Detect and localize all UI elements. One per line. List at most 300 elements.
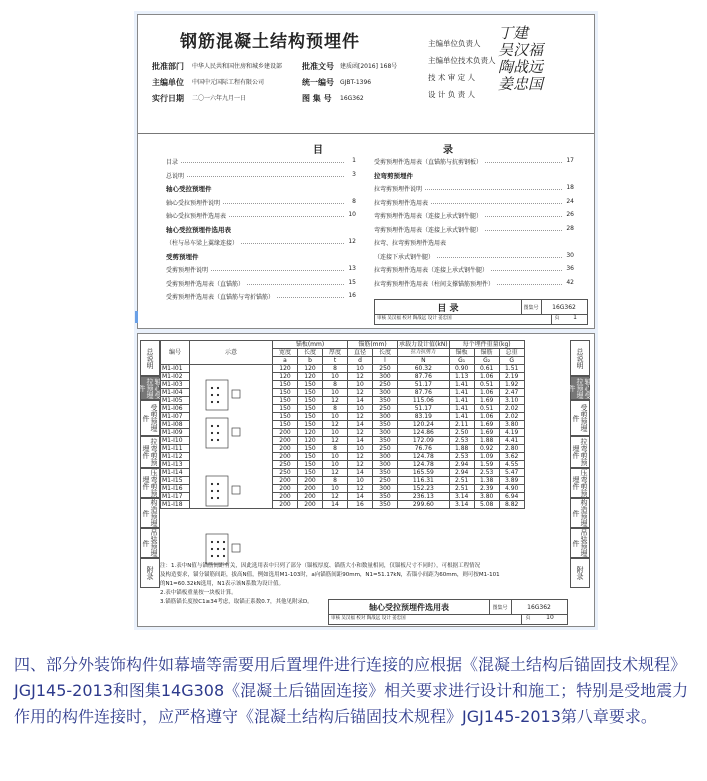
cell-value: 1.41 (449, 389, 474, 397)
footer-title: 目 录 (375, 300, 522, 315)
table-subheader: 总重 (499, 349, 524, 357)
cell-value: 1.69 (474, 397, 499, 405)
signatures (498, 25, 543, 93)
cell-value: 12 (348, 373, 373, 381)
toc-item-text: 受剪预埋件选用表（直锚筋与抗剪钢板） (374, 159, 483, 166)
cell-value: 120 (298, 365, 323, 373)
info-label: 主编单位 (152, 78, 184, 87)
cell-value: 200 (273, 453, 298, 461)
footer-atlas-label: 图集号 (521, 300, 542, 315)
cell-value: 14 (348, 437, 373, 445)
sheet-footer-atlas: 16G362 (511, 600, 567, 615)
cell-value: 200 (298, 493, 323, 501)
cell-value: 10 (323, 461, 348, 469)
cell-value: 14 (348, 397, 373, 405)
cell-value: 16 (348, 501, 373, 509)
note-line: 2.表中锚板重量按一块板计算。 (160, 590, 237, 596)
table-subheader: 长度 (373, 349, 398, 357)
cell-value: 12 (323, 421, 348, 429)
cell-value: 2.11 (449, 421, 474, 429)
cell-value: 124.86 (398, 429, 450, 437)
cell-code: M1-I11 (161, 445, 190, 453)
cell-value: 299.60 (398, 501, 450, 509)
cell-value: 6.94 (499, 493, 524, 501)
toc-page: 10 (348, 211, 356, 218)
table-symbol: b (298, 357, 323, 365)
cell-code: M1-I07 (161, 413, 190, 421)
cell-value: 12 (323, 469, 348, 477)
cell-value: 120 (298, 373, 323, 381)
side-tab: 总说明 (570, 340, 590, 376)
anchor-dot (211, 439, 213, 441)
cell-value: 165.59 (398, 469, 450, 477)
signature: 吴汉福 (498, 41, 544, 59)
cell-value: 4.19 (499, 429, 524, 437)
sheet-footer-page-label: 页 (521, 614, 534, 624)
note-line: 及构造要求，锚分锚筋间距，拔高N值，例如选用M1-103时，a向锚筋间距90mm，N1=51.17kN，若锚小间距为60mm，则可按M1-101 (160, 572, 500, 578)
footer-page: 1 (573, 314, 577, 321)
toc-item (374, 198, 574, 212)
role-label: 设 计 负 责 人 (428, 90, 476, 99)
col-code: 编号 (161, 341, 190, 365)
toc-right (374, 157, 574, 292)
cell-value: 120 (298, 429, 323, 437)
toc-item-text: 轴心受拉预埋件选用表 (166, 225, 231, 234)
anchor-dot (211, 483, 213, 485)
info-value: 中华人民共和国住房和城乡建设部 (192, 63, 283, 70)
toc-page: 17 (566, 157, 574, 164)
left-tabs (138, 340, 162, 588)
anchor-dot (217, 439, 219, 441)
cell-value: 1.41 (449, 397, 474, 405)
cell-value: 12 (323, 493, 348, 501)
cover-footer (374, 299, 588, 325)
sheet-footer-page: 10 (546, 614, 554, 621)
anchor-dot (217, 432, 219, 434)
cell-value: 51.17 (398, 405, 450, 413)
cell-value: 150 (298, 461, 323, 469)
cell-value: 10 (323, 453, 348, 461)
toc-item-text: 拉弯剪预埋件选用表（柱间支撑锚筋预埋件） (374, 280, 495, 288)
anchor-dot (211, 497, 213, 499)
cell-value: 120.24 (398, 421, 450, 429)
cell-value: 12 (348, 485, 373, 493)
cell-value: 3.14 (449, 493, 474, 501)
cell-code: M1-I18 (161, 501, 190, 509)
cell-value: 1.59 (474, 461, 499, 469)
table-symbol: G₁ (449, 357, 474, 365)
cell-value: 116.31 (398, 477, 450, 485)
anchor-dot (217, 497, 219, 499)
cell-value: 1.88 (474, 437, 499, 445)
cell-value: 14 (348, 421, 373, 429)
cell-code: M1-I06 (161, 405, 190, 413)
anchor-dot (211, 555, 213, 557)
toc-page: 12 (348, 238, 356, 245)
cell-value: 1.88 (449, 445, 474, 453)
info-rows (152, 59, 397, 107)
cell-code: M1-I08 (161, 421, 190, 429)
toc-item (166, 171, 356, 185)
cell-value: 14 (348, 469, 373, 477)
info-row (152, 59, 397, 75)
note-line: 注：1.表中N值与锚筋间距有关，因此选用表中只列了部分（锚板厚度、锚筋大小和数量相同，仅锚板尺寸不同时），可根据工程情况 (160, 563, 481, 569)
side-tab: 受剪预埋件 (140, 400, 160, 436)
footer-atlas: 16G362 (541, 300, 587, 315)
anchor-dot (217, 425, 219, 427)
toc-item-text: 受剪预埋件选用表（直锚筋） (166, 280, 245, 288)
side-tab: 附录 (140, 558, 160, 588)
toc-page: 26 (566, 211, 574, 218)
col-anchor: 锚筋(mm) (348, 341, 398, 349)
anchor-dot (217, 541, 219, 543)
toc-item (166, 184, 356, 198)
plate-outline (232, 486, 240, 494)
cell-value: 150 (298, 397, 323, 405)
cell-value: 1.69 (474, 429, 499, 437)
cell-value: 1.06 (474, 373, 499, 381)
cell-value: 8 (323, 381, 348, 389)
toc-page: 3 (352, 170, 356, 178)
cell-value: 14 (348, 493, 373, 501)
toc-item (166, 252, 356, 266)
cell-value: 12 (323, 397, 348, 405)
info-label-2: 批准文号 (302, 62, 334, 71)
signature: 陶战远 (498, 58, 544, 76)
anchor-dot (211, 490, 213, 492)
info-value-2: GJBT-1396 (340, 79, 372, 86)
toc-page: 1 (352, 157, 356, 164)
cell-value: 250 (373, 405, 398, 413)
cell-value: 1.38 (474, 477, 499, 485)
plate-outline (232, 390, 240, 398)
cell-code: M1-I05 (161, 397, 190, 405)
cell-code: M1-I03 (161, 381, 190, 389)
side-tab: 压弯剪预埋件 (572, 469, 588, 497)
side-tab: 轴心受拉预埋件 (138, 377, 162, 399)
cell-value: 250 (373, 477, 398, 485)
cell-code: M1-I04 (161, 389, 190, 397)
toc-item (166, 211, 356, 225)
spec-sheet-page (137, 333, 595, 627)
toc-page: 13 (348, 265, 356, 272)
cell-value: 1.92 (499, 381, 524, 389)
toc-item (166, 198, 356, 212)
anchor-dot (217, 387, 219, 389)
cell-value: 8 (323, 477, 348, 485)
cell-value: 250 (373, 381, 398, 389)
anchor-dot (217, 490, 219, 492)
table-subheader: 厚度 (323, 349, 348, 357)
cell-code: M1-I13 (161, 461, 190, 469)
toc-item (374, 211, 574, 225)
cell-value: 2.02 (499, 413, 524, 421)
cell-value: 12 (348, 453, 373, 461)
cell-value: 1.41 (449, 381, 474, 389)
cell-value: 124.78 (398, 453, 450, 461)
toc-item (374, 238, 574, 252)
cell-value: 1.13 (449, 373, 474, 381)
cell-value: 60.32 (398, 365, 450, 373)
cell-value: 200 (298, 477, 323, 485)
cell-value: 300 (373, 453, 398, 461)
toc-item (166, 225, 356, 239)
toc-item-text: 弯剪预埋件选用表（连接上承式钢牛腿） (374, 226, 483, 234)
side-tab: 构造预埋件 (142, 499, 158, 527)
anchor-dot (211, 401, 213, 403)
cell-value: 120 (273, 373, 298, 381)
cell-value: 12 (348, 413, 373, 421)
roles (428, 35, 496, 103)
cell-value: 83.19 (398, 413, 450, 421)
table-subheader: 拉力抗剪力 (398, 349, 450, 357)
table-symbol: l (373, 357, 398, 365)
cell-value: 8 (323, 405, 348, 413)
toc-page: 42 (566, 278, 574, 286)
cell-code: M1-I12 (161, 453, 190, 461)
signature: 姜忠国 (498, 75, 544, 93)
cell-value: 150 (298, 421, 323, 429)
cell-value: 152.23 (398, 485, 450, 493)
sheet-footer-title: 轴心受拉预埋件选用表 (329, 600, 490, 615)
toc-item (374, 252, 574, 266)
anchor-dot (223, 548, 225, 550)
toc-item (374, 279, 574, 293)
body-paragraph: 四、部分外装饰构件如幕墙等需要用后置埋件进行连接的应根据《混凝土结构后锚固技术规程》JGJ145-2013和图集14G308《混凝土后锚固连接》相关要求进行设计和施工；特别是受地震力作用的构件连接时，应严格遵守《混凝土结构后锚固技术规程》JGJ145-2013第八章要求。 (14, 655, 689, 726)
cell-value: 1.41 (449, 413, 474, 421)
cell-value: 10 (348, 477, 373, 485)
toc-page: 16 (348, 292, 356, 299)
table-subheader: 宽度 (273, 349, 298, 357)
cell-value: 172.09 (398, 437, 450, 445)
toc-item-text: 拉弯剪预埋件说明 (374, 186, 423, 193)
cell-value: 2.50 (449, 429, 474, 437)
anchor-dot (223, 541, 225, 543)
side-tab: 压弯剪预埋件 (142, 469, 158, 497)
divider (138, 133, 594, 134)
cell-value: 10 (323, 413, 348, 421)
cell-value: 150 (273, 421, 298, 429)
cell-value: 5.08 (474, 501, 499, 509)
cell-value: 150 (298, 381, 323, 389)
anchor-dot (217, 548, 219, 550)
toc-item (374, 265, 574, 279)
cell-value: 3.14 (449, 501, 474, 509)
cover-page (137, 14, 595, 329)
cell-value: 236.13 (398, 493, 450, 501)
anchor-dot (217, 483, 219, 485)
cell-code: M1-I09 (161, 429, 190, 437)
toc-item-text: 轴心受拉预埋件说明 (166, 199, 221, 207)
cell-value: 120 (298, 437, 323, 445)
cell-value: 150 (273, 405, 298, 413)
side-tab: 拉弯剪预埋件 (142, 438, 158, 466)
info-value: 二〇一六年九月一日 (192, 95, 247, 102)
info-label-2: 统一编号 (302, 78, 334, 87)
cell-value: 3.62 (499, 453, 524, 461)
side-tab: 拉弯剪预埋件 (572, 438, 588, 466)
cell-value: 14 (323, 501, 348, 509)
table-subheader: 锚筋 (474, 349, 499, 357)
cell-value: 150 (298, 405, 323, 413)
toc-page: 8 (352, 197, 356, 205)
cell-value: 150 (298, 413, 323, 421)
right-tabs (568, 340, 592, 588)
role-label: 主编单位技术负责人 (428, 56, 496, 65)
footer-page-label: 页 (551, 314, 562, 324)
cell-value: 0.61 (474, 365, 499, 373)
cell-value: 150 (273, 413, 298, 421)
cell-value: 2.53 (474, 469, 499, 477)
cell-value: 200 (273, 445, 298, 453)
anchor-dot (211, 548, 213, 550)
cell-value: 2.80 (499, 445, 524, 453)
toc-item (374, 184, 574, 198)
info-value-2: 建质函[2016] 168号 (340, 63, 398, 70)
cell-value: 200 (273, 429, 298, 437)
info-value-2: 16G362 (340, 95, 364, 102)
table-symbol: t (323, 357, 348, 365)
cell-value: 2.02 (499, 405, 524, 413)
toc-item (374, 157, 574, 171)
cell-value: 200 (273, 477, 298, 485)
cell-value: 2.94 (449, 469, 474, 477)
cell-value: 8.82 (499, 501, 524, 509)
info-row (152, 91, 397, 107)
cell-value: 12 (348, 461, 373, 469)
cell-value: 0.51 (474, 381, 499, 389)
cell-value: 0.90 (449, 365, 474, 373)
cell-code: M1-I02 (161, 373, 190, 381)
side-tab: 吊装预埋件 (572, 529, 588, 557)
blue-marker (135, 311, 138, 323)
cell-value: 1.06 (474, 389, 499, 397)
toc-dots (166, 176, 344, 177)
cell-value: 120 (273, 365, 298, 373)
toc-item-text: 拉弯剪预埋件选用表 (374, 199, 429, 207)
toc-item (166, 238, 356, 252)
side-tab: 受剪预埋件 (570, 400, 590, 436)
cell-value: 300 (373, 461, 398, 469)
cell-value: 1.69 (474, 421, 499, 429)
signature: 丁建 (498, 24, 529, 42)
cell-value: 10 (323, 485, 348, 493)
cell-value: 150 (298, 469, 323, 477)
toc-left (166, 157, 356, 306)
footer-strip: 审核 吴汉福 校对 陶战远 设计 姜忠国 (377, 316, 452, 321)
cell-value: 115.06 (398, 397, 450, 405)
cell-value: 3.80 (474, 493, 499, 501)
toc-item (374, 171, 574, 185)
cell-value: 2.51 (449, 485, 474, 493)
cell-value: 200 (298, 485, 323, 493)
cell-value: 10 (323, 373, 348, 381)
note-line: 的N1=60.32kN选用，N1表示该N系数为设计值。 (160, 581, 284, 587)
table-symbol: d (348, 357, 373, 365)
toc-item-text: 目录 (166, 159, 179, 166)
table-row (161, 365, 525, 373)
sheet-footer-strip: 审核 吴汉福 校对 陶战远 设计 姜忠国 (331, 616, 406, 621)
cell-value: 150 (273, 389, 298, 397)
toc-item-text: 拉弯剪预埋件选用表（连接上承式钢牛腿） (374, 267, 489, 274)
cell-code: M1-I10 (161, 437, 190, 445)
anchor-dot (211, 387, 213, 389)
cell-value: 250 (373, 445, 398, 453)
toc-item-text: （连接下承式钢牛腿） (374, 253, 435, 261)
cell-value: 4.90 (499, 485, 524, 493)
table-symbol: G₂ (474, 357, 499, 365)
col-plate: 锚板(mm) (273, 341, 348, 349)
cell-value: 150 (298, 445, 323, 453)
cell-value: 2.47 (499, 389, 524, 397)
cell-value: 150 (298, 453, 323, 461)
toc-item-text: 轴心受拉预埋件 (166, 185, 212, 193)
anchor-dot (217, 555, 219, 557)
cell-value: 350 (373, 397, 398, 405)
anchor-dot (211, 425, 213, 427)
cell-value: 8 (323, 365, 348, 373)
col-sketch: 示意 (190, 341, 273, 365)
cell-value: 250 (273, 469, 298, 477)
anchor-dot (223, 555, 225, 557)
cell-value: 76.76 (398, 445, 450, 453)
cell-value: 51.17 (398, 381, 450, 389)
cell-value: 10 (348, 405, 373, 413)
anchor-dot (217, 394, 219, 396)
note-line: 3.锚筋锚长度按C1≥34考虑，取锚正系数0.7，其他见附录D。 (160, 599, 313, 605)
plate-sketches (188, 374, 266, 589)
cell-value: 300 (373, 413, 398, 421)
table-symbol: G (499, 357, 524, 365)
toc-item-text: 轴心受拉预埋件选用表 (166, 213, 227, 220)
toc-page: 15 (348, 278, 356, 286)
info-label: 批准部门 (152, 62, 184, 71)
cell-code: M1-I14 (161, 469, 190, 477)
role-label: 主编单位负责人 (428, 39, 481, 48)
cell-value: 2.51 (449, 477, 474, 485)
sheet-footer (328, 599, 568, 625)
cell-value: 12 (323, 437, 348, 445)
toc-page: 24 (566, 197, 574, 205)
cell-code: M1-I17 (161, 493, 190, 501)
table-symbol: a (273, 357, 298, 365)
cell-value: 87.76 (398, 389, 450, 397)
cell-value: 350 (373, 437, 398, 445)
cell-value: 10 (348, 381, 373, 389)
cell-value: 300 (373, 389, 398, 397)
cell-value: 300 (373, 373, 398, 381)
toc-item-text: 弯剪预埋件选用表（连接上承式钢牛腿） (374, 213, 483, 220)
toc-item-text: 受剪预埋件选用表（直锚筋与弯折锚筋） (166, 294, 275, 301)
cell-value: 350 (373, 501, 398, 509)
cell-value: 2.19 (499, 373, 524, 381)
cell-value: 3.80 (499, 421, 524, 429)
cell-value: 10 (323, 429, 348, 437)
cell-value: 0.92 (474, 445, 499, 453)
toc-page: 18 (566, 184, 574, 191)
toc-item-text: 拉弯剪预埋件 (374, 171, 413, 180)
info-label-2: 图 集 号 (302, 94, 332, 103)
cell-value: 10 (348, 445, 373, 453)
cell-value: 10 (348, 365, 373, 373)
cell-value: 2.94 (449, 461, 474, 469)
toc-item-text: 受剪预埋件说明 (166, 267, 209, 274)
toc-page: 28 (566, 224, 574, 232)
toc-item (166, 265, 356, 279)
info-label: 实行日期 (152, 94, 184, 103)
side-tab: 附录 (570, 558, 590, 588)
toc-dots (166, 162, 344, 163)
